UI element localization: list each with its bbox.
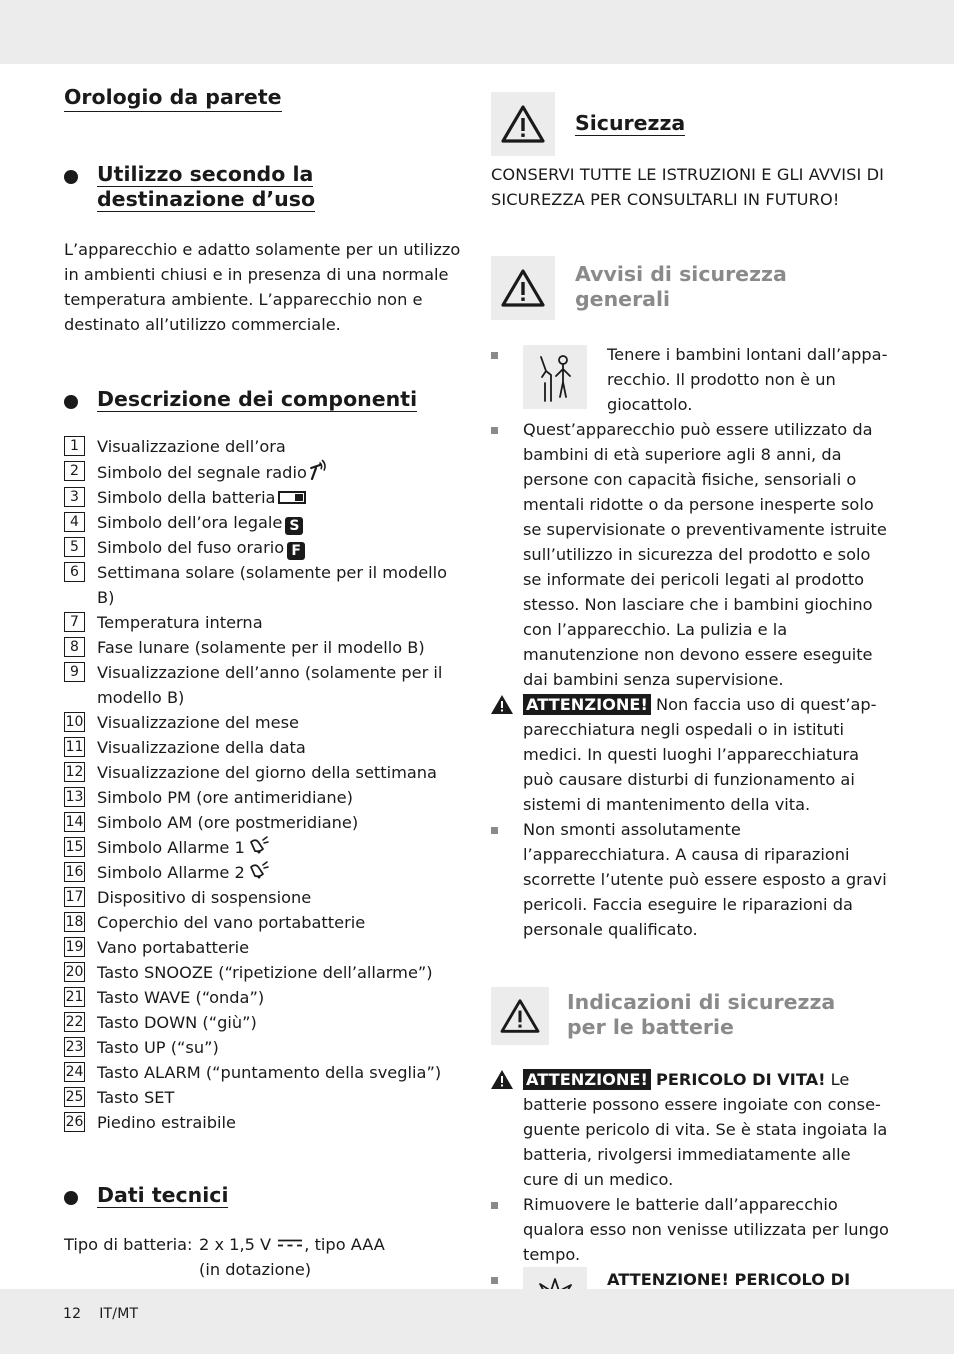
component-number: 26 bbox=[65, 1114, 84, 1130]
right-column bbox=[491, 92, 891, 1342]
list-item bbox=[491, 1192, 891, 1267]
children-warning-text: Tenere i bambini lontani dall’apparecchio. Il prodotto non è un giocattolo. bbox=[607, 345, 888, 414]
component-number: 1 bbox=[64, 436, 85, 456]
child-icon bbox=[531, 349, 579, 405]
component-number: 4 bbox=[64, 512, 85, 532]
list-item bbox=[491, 1067, 891, 1192]
top-band bbox=[0, 0, 954, 64]
attention-badge: ATTENZIONE! bbox=[523, 694, 651, 715]
component-item bbox=[64, 785, 464, 810]
component-item bbox=[64, 1035, 464, 1060]
component-number: 10 bbox=[65, 714, 84, 730]
component-number: 19 bbox=[65, 939, 84, 955]
component-item bbox=[64, 860, 464, 885]
component-item bbox=[64, 635, 464, 660]
component-number: 16 bbox=[65, 864, 84, 880]
square-bullet-icon bbox=[491, 1202, 498, 1209]
component-number: 18 bbox=[65, 914, 84, 930]
component-number: 21 bbox=[65, 989, 84, 1005]
component-label: Visualizzazione dell’ora bbox=[97, 437, 286, 456]
battery-note: (in dotazione) bbox=[199, 1260, 312, 1279]
component-number: 9 bbox=[64, 662, 85, 682]
component-badge: S bbox=[285, 517, 303, 535]
general-safety-list bbox=[491, 342, 891, 942]
component-item bbox=[64, 610, 464, 635]
explosion-label: ATTENZIONE! PERICOLO DI bbox=[607, 1270, 851, 1289]
component-number: 22 bbox=[65, 1014, 84, 1030]
bullet-dot-icon bbox=[64, 170, 78, 184]
supervision-text: Quest’apparecchio può essere utilizzato da bambini di età superiore agli 8 anni, da persone con capacità fisiche, sensoriali o mentali ridotte o da persone inesperte solo se supervisionate o preventivamente istruite sull’utilizzo in sicurezza del prodotto e solo se informate dei pericoli legati al prodotto stesso. Non lasciare che i bambini giochino con l’apparecchio. La pulizia e la manutenzione non devono essere eseguite dai bambini senza supervisione. bbox=[523, 420, 887, 689]
usage-heading-line2: destinazione d’uso bbox=[97, 187, 316, 211]
components-heading bbox=[64, 387, 464, 412]
component-label: Visualizzazione del giorno della settimana bbox=[97, 763, 437, 782]
locale-code: IT/MT bbox=[99, 1306, 139, 1322]
components-list bbox=[64, 434, 464, 1135]
component-item bbox=[64, 985, 464, 1010]
component-item bbox=[64, 1110, 464, 1135]
warning-triangle-icon bbox=[499, 998, 541, 1034]
component-item bbox=[64, 660, 464, 710]
component-label: Tasto SNOOZE (“ripetizione dell’allarme”) bbox=[97, 963, 433, 982]
component-label: Vano portabatterie bbox=[97, 938, 250, 957]
warning-triangle-icon bbox=[500, 268, 546, 308]
component-number: 5 bbox=[64, 537, 85, 557]
usage-heading bbox=[64, 162, 464, 212]
component-number: 2 bbox=[64, 461, 85, 481]
square-bullet-icon bbox=[491, 352, 498, 359]
component-label: Tasto ALARM (“puntamento della sveglia”) bbox=[97, 1063, 442, 1082]
general-safety-heading-text: Avvisi di sicurezza generali bbox=[575, 262, 787, 311]
component-item bbox=[64, 434, 464, 459]
component-number: 3 bbox=[64, 487, 85, 507]
component-label: Simbolo del fuso orario bbox=[97, 538, 285, 557]
component-label: Visualizzazione della data bbox=[97, 738, 306, 757]
attention-badge: ATTENZIONE! bbox=[523, 1069, 651, 1090]
tech-heading bbox=[64, 1183, 464, 1208]
components-heading-text: Descrizione dei componenti bbox=[97, 387, 418, 411]
component-item bbox=[64, 910, 464, 935]
bullet-dot-icon bbox=[64, 1191, 78, 1205]
component-item bbox=[64, 459, 464, 485]
list-item bbox=[491, 817, 891, 942]
warning-triangle-icon bbox=[491, 1070, 513, 1089]
component-label: Coperchio del vano portabatterie bbox=[97, 913, 366, 932]
component-number: 15 bbox=[65, 839, 84, 855]
component-item bbox=[64, 935, 464, 960]
component-label: Simbolo della batteria bbox=[97, 488, 276, 507]
component-item bbox=[64, 1085, 464, 1110]
dc-current-icon bbox=[278, 1239, 302, 1247]
hospital-text: Non faccia uso di quest’apparecchiatura negli ospedali o in istituti medici. In questi luoghi l’apparecchiatura può causare disturbi di funzionamento ai sistemi di mantenimento della vita. bbox=[523, 695, 877, 814]
tech-heading-text: Dati tecnici bbox=[97, 1183, 229, 1207]
component-label: Tasto WAVE (“onda”) bbox=[97, 988, 265, 1007]
disassemble-text: Non smonti assolutamente l’apparecchiatura. A causa di riparazioni scorrette l’utente può essere esposto a gravi pericoli. Faccia eseguire le riparazioni da personale qualificato. bbox=[523, 820, 887, 939]
left-column bbox=[64, 84, 464, 1279]
component-label: Fase lunare (solamente per il modello B) bbox=[97, 638, 425, 657]
component-label: Tasto SET bbox=[97, 1088, 175, 1107]
battery-type-label: Tipo di batteria: bbox=[64, 1235, 193, 1254]
component-item bbox=[64, 535, 464, 560]
component-label: Temperatura interna bbox=[97, 613, 263, 632]
component-label: Dispositivo di sospensione bbox=[97, 888, 312, 907]
warning-triangle-box bbox=[491, 92, 555, 156]
component-number: 24 bbox=[65, 1064, 84, 1080]
alarm-bell-icon bbox=[245, 863, 269, 882]
component-item bbox=[64, 1060, 464, 1085]
page-title: Orologio da parete bbox=[64, 84, 282, 112]
component-badge: F bbox=[287, 542, 305, 560]
component-item bbox=[64, 710, 464, 735]
safety-caps-text: CONSERVI TUTTE LE ISTRUZIONI E GLI AVVISI DI SICUREZZA PER CONSULTARLI IN FUTURO! bbox=[491, 165, 885, 209]
warning-triangle-box bbox=[491, 256, 555, 320]
component-item bbox=[64, 735, 464, 760]
component-number: 6 bbox=[64, 562, 85, 582]
swallow-text: Le batterie possono essere ingoiate con conseguente pericolo di vita. Se è stata ingoiata la batteria, rivolgersi immediatamente alle cure di un medico. bbox=[523, 1070, 888, 1189]
component-label: Simbolo PM (ore antimeridiane) bbox=[97, 788, 353, 807]
list-item bbox=[491, 342, 891, 417]
warning-triangle-icon bbox=[491, 695, 513, 714]
component-label: Simbolo del segnale radio bbox=[97, 463, 307, 482]
component-item bbox=[64, 760, 464, 785]
alarm-bell-icon bbox=[245, 838, 269, 857]
warning-triangle-box bbox=[491, 987, 549, 1045]
component-item bbox=[64, 960, 464, 985]
battery-type-value: 2 x 1,5 V , tipo AAA (in dotazione) bbox=[199, 1235, 385, 1279]
component-item bbox=[64, 835, 464, 860]
list-item bbox=[491, 417, 891, 692]
component-number: 20 bbox=[65, 964, 84, 980]
battery-safety-heading-text: Indicazioni di sicurezza per le batterie bbox=[567, 990, 836, 1039]
component-item bbox=[64, 1010, 464, 1035]
list-item bbox=[491, 692, 891, 817]
safety-heading bbox=[491, 92, 891, 156]
usage-heading-line1: Utilizzo secondo la bbox=[97, 162, 314, 186]
component-label: Simbolo Allarme 2 bbox=[97, 863, 245, 882]
component-label: Piedino estraibile bbox=[97, 1113, 236, 1132]
page-footer bbox=[63, 1306, 156, 1322]
component-label: Simbolo AM (ore postmeridiane) bbox=[97, 813, 359, 832]
component-item bbox=[64, 510, 464, 535]
square-bullet-icon bbox=[491, 427, 498, 434]
page-number: 12 bbox=[63, 1306, 82, 1322]
children-warning-pictogram bbox=[523, 345, 587, 409]
component-item bbox=[64, 560, 464, 610]
component-number: 14 bbox=[65, 814, 84, 830]
square-bullet-icon bbox=[491, 1277, 498, 1284]
component-number: 7 bbox=[64, 612, 85, 632]
remove-batteries-text: Rimuovere le batterie dall’apparecchio qualora esso non venisse utilizzata per lungo tempo. bbox=[523, 1195, 889, 1264]
component-label: Visualizzazione del mese bbox=[97, 713, 299, 732]
component-label: Simbolo dell’ora legale bbox=[97, 513, 283, 532]
component-item bbox=[64, 810, 464, 835]
component-number: 17 bbox=[65, 889, 84, 905]
component-label: Visualizzazione dell’anno (solamente per il modello B) bbox=[97, 663, 443, 707]
component-item bbox=[64, 485, 464, 510]
usage-text: L’apparecchio e adatto solamente per un utilizzo in ambienti chiusi e in presenza di una normale temperatura ambiente. L’apparecchio non e destinato all’utilizzo commerciale. bbox=[64, 240, 461, 334]
tech-battery-row bbox=[64, 1232, 464, 1279]
general-safety-heading bbox=[491, 256, 891, 321]
component-number: 23 bbox=[65, 1039, 84, 1055]
square-bullet-icon bbox=[491, 827, 498, 834]
component-item bbox=[64, 885, 464, 910]
life-danger-label: PERICOLO DI VITA! bbox=[656, 1070, 826, 1089]
component-number: 12 bbox=[65, 764, 84, 780]
radio-signal-icon bbox=[307, 463, 329, 482]
component-label: Tasto DOWN (“giù”) bbox=[97, 1013, 257, 1032]
warning-triangle-icon bbox=[500, 104, 546, 144]
component-label: Simbolo Allarme 1 bbox=[97, 838, 245, 857]
component-label: Settimana solare (solamente per il modello B) bbox=[97, 563, 448, 607]
battery-icon bbox=[275, 488, 306, 507]
component-number: 13 bbox=[65, 789, 84, 805]
safety-heading-text: Sicurezza bbox=[575, 111, 686, 135]
battery-safety-heading bbox=[491, 987, 891, 1045]
component-number: 25 bbox=[65, 1089, 84, 1105]
component-number: 8 bbox=[64, 637, 85, 657]
component-number: 11 bbox=[65, 739, 84, 755]
component-label: Tasto UP (“su”) bbox=[97, 1038, 219, 1057]
bullet-dot-icon bbox=[64, 395, 78, 409]
